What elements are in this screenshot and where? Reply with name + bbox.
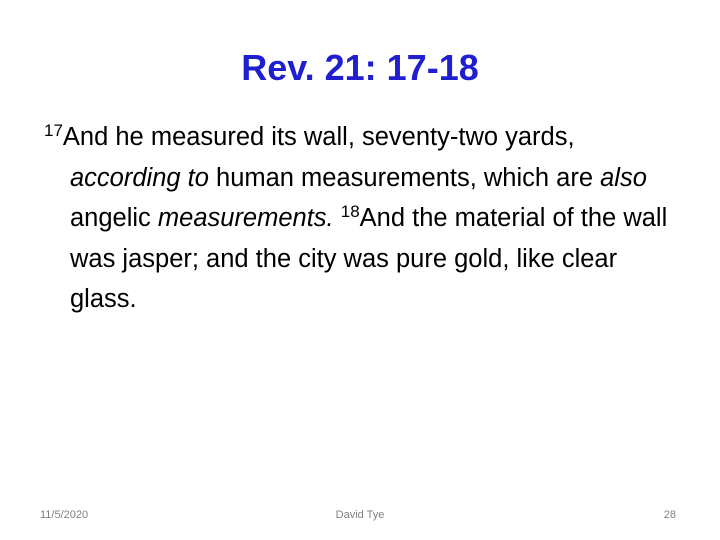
passage-text-5: And the material of the wall was jasper; and the city was pure gold, like clear glass. [70, 204, 668, 313]
passage-paragraph [44, 117, 684, 320]
passage-italic-measurements: measurements. [157, 204, 334, 232]
verse-number-17: 17 [44, 121, 63, 140]
passage-text-4 [334, 204, 341, 232]
passage-italic-according-to: according to [70, 163, 209, 192]
scripture-passage [44, 117, 684, 320]
passage-text-1: And he measured its wall, seventy-two yards, [62, 123, 575, 151]
verse-number-18: 18 [340, 202, 360, 221]
slide-title: Rev. 21: 17-18 [241, 47, 479, 88]
footer-page-number: 28 [663, 509, 676, 521]
passage-italic-also: also [600, 163, 647, 192]
passage-text-3: angelic [70, 204, 158, 232]
footer-author: David Tye [335, 509, 385, 521]
passage-text-2: human measurements, which are [208, 163, 601, 192]
footer-date: 11/5/2020 [40, 509, 89, 521]
